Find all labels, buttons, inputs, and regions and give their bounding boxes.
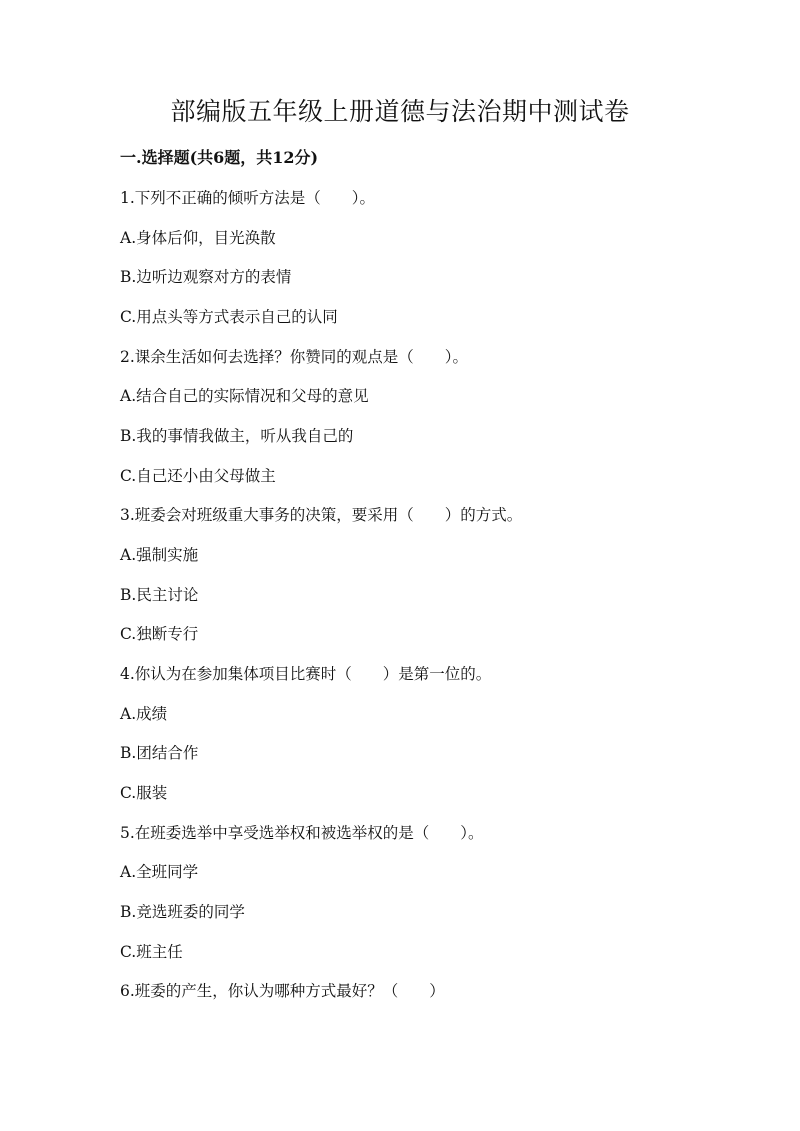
question-3-option-a: A.强制实施 [120,546,199,564]
question-3-option-b: B.民主讨论 [120,586,199,604]
question-4-option-b: B.团结合作 [120,744,199,762]
question-5-option-a: A.全班同学 [120,863,199,881]
section-heading: 一.选择题(共6题，共12分) [120,148,319,167]
question-4-option-c: C.服装 [120,784,168,802]
question-2-stem: 2.课余生活如何去选择？你赞同的观点是（ ）。 [120,348,469,366]
question-1-stem: 1.下列不正确的倾听方法是（ ）。 [120,189,376,207]
question-5-option-c: C.班主任 [120,943,183,961]
question-1-option-c: C.用点头等方式表示自己的认同 [120,308,338,326]
question-3-stem: 3.班委会对班级重大事务的决策，要采用（ ）的方式。 [120,506,523,524]
question-2-option-c: C.自己还小由父母做主 [120,467,276,485]
question-2-option-a: A.结合自己的实际情况和父母的意见 [120,387,369,405]
question-5-stem: 5.在班委选举中享受选举权和被选举权的是（ ）。 [120,824,484,842]
page-title: 部编版五年级上册道德与法治期中测试卷 [170,97,630,126]
question-3-option-c: C.独断专行 [120,625,199,643]
question-4-option-a: A.成绩 [120,705,168,723]
question-1-option-b: B.边听边观察对方的表情 [120,268,292,286]
question-2-option-b: B.我的事情我做主，听从我自己的 [120,427,354,445]
question-6-stem: 6.班委的产生，你认为哪种方式最好？（ ） [120,982,445,1000]
question-1-option-a: A.身体后仰，目光涣散 [120,229,276,247]
question-5-option-b: B.竞选班委的同学 [120,903,245,921]
question-4-stem: 4.你认为在参加集体项目比赛时（ ）是第一位的。 [120,665,492,683]
